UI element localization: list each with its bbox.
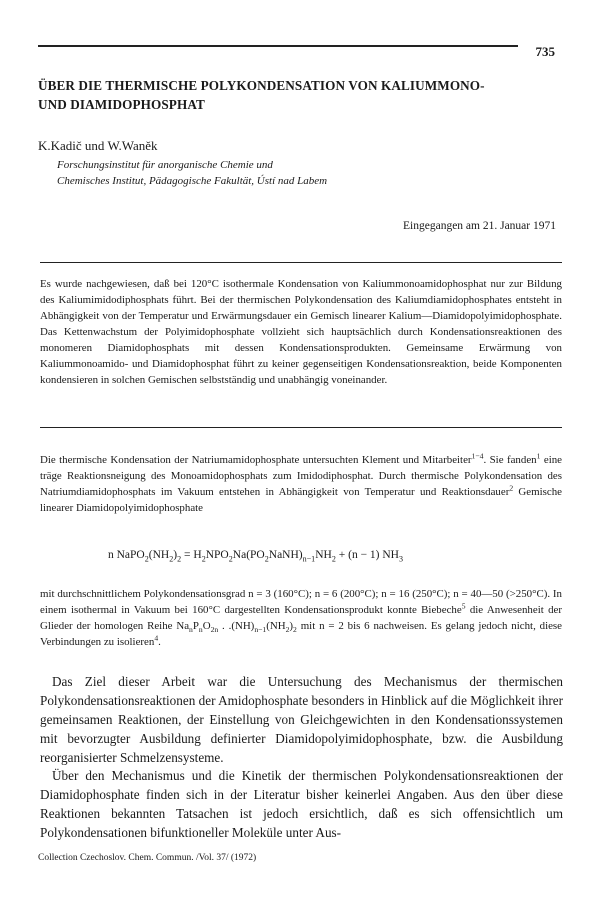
body-paragraph-2: Über den Mechanismus und die Kinetik der thermischen Polykondensationsreaktionen der Diamidophosphate finden sich in der Literatur bisher keinerlei Angaben. Aus den über diese Reaktionen bekannten Tatsachen ist jedoch ersichtlich, daß es sich offensichtlich um Polykondensationen bifunktioneller Moleküle unter Aus- — [40, 768, 563, 840]
abstract-rule-top — [40, 262, 562, 263]
intro-paragraph-1: Die thermische Kondensation der Natriumamidophosphate untersuchten Klement und Mitarbeiter$^{1-4}$. Sie fanden$^1$ eine träge Reaktionsneigung des Monoamidophosphats zum Imidodiphosphat. Durch thermische Polykondensation des Natriumdiamidophosphats im Vakuum entstehen in Abhängigkeit von Temperatur und Reaktionsdauer$^2$ Gemische linearer Diamidopolyimidophosphate — [40, 451, 562, 514]
article-title — [38, 76, 558, 114]
affiliation-line-2: Chemisches Institut, Pädagogische Fakultät, Ústí nad Labem — [57, 175, 328, 187]
title-line-2: UND DIAMIDOPHOSPHAT — [38, 97, 205, 112]
journal-footer: Collection Czechoslov. Chem. Commun. /Vol. 37/ (1972) — [38, 853, 257, 863]
intro-paragraph-2: mit durchschnittlichem Polykondensationsgrad n = 3 (160°C); n = 6 (200°C); n = 16 (250°C); n = 40—50 (>250°C). In einem isothermal in Vakuum bei 160°C dargestellten Kondensationsprodukt konnte Biebeche$^5$ die Anwesenheit der Glieder der homologen Reihe $Na_nP_nO_{2n}$ . $.(NH)_{n-1}(NH_2)_2$ mit n = 2 bis 6 nachweisen. Es gelang jedoch nicht, diese Verbindungen zu isolieren$^4$. — [40, 588, 563, 648]
title-line-1: ÜBER DIE THERMISCHE POLYKONDENSATION VON KALIUMMONO- — [38, 78, 485, 93]
abstract-rule-bottom — [40, 427, 562, 428]
abstract: Es wurde nachgewiesen, daß bei 120°C isothermale Kondensation von Kaliummonoamidophosphat nur zur Bildung des Kaliumimidodiphosphats führt. Bei der thermischen Polykondensation des Kaliumdiamidophosphates entsteht in Abhängigkeit von der Temperatur und Erwärmungsdauer ein Gemisch linearer Kalium—Diamidopolyimidophosphate. Das Kettenwachstum der Polyimidophosphate vollzieht sich hauptsächlich durch Kondensationsreaktionen des monomeren Diamidophosphats mit dessen Kondensationsprodukten. Gemeinsame Erwärmung von Kaliummonoamido- und Diamidophosphat führt zu keiner gegenseitigen Kondensationsreaktion, beide Komponenten kondensieren in solchen Gemischen selbstständig und unabhängig voneinander. — [40, 278, 562, 386]
header-rule — [38, 45, 518, 47]
affiliation-line-1: Forschungsinstitut für anorganische Chemie und — [57, 159, 273, 171]
authors: K.Kadič und W.Waněk — [38, 138, 158, 153]
body-paragraph-1: Das Ziel dieser Arbeit war die Untersuchung des Mechanismus der thermischen Polykondensationsreaktionen der Amidophosphate besonders in Hinblick auf die Möglichkeit ihrer gemeinsamen Reaktionen, der Einstellung von Gleichgewichten in den Kondensationssystemen mit bevorzugter Ausbildung definierter Diamidopolyimidophosphate, bzw. die Ausbildung reorganisierter Schmelzensysteme. — [40, 674, 563, 765]
received-date: Eingegangen am 21. Januar 1971 — [403, 220, 556, 232]
reaction-equation: n $NaPO_2(NH_2)_2$ = $H_2NPO_2Na(PO_2NaNH)_{n-1}NH_2 + (n - 1)$ $NH_3$ — [108, 549, 404, 564]
page-number: 735 — [535, 44, 555, 59]
